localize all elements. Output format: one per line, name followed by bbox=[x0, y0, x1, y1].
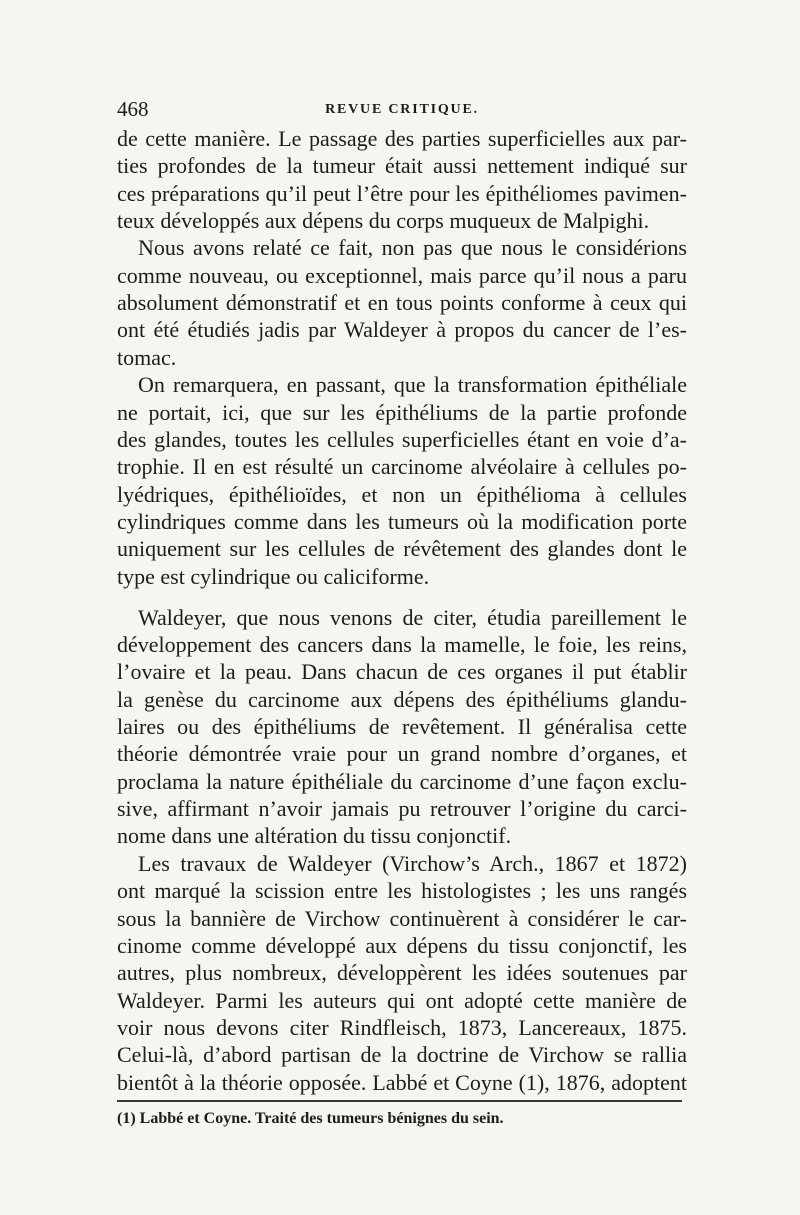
text-line: cinome comme développé aux dépens du tissu conjonctif, les bbox=[117, 932, 687, 958]
text-line: On remarquera, en passant, que la transformation épithéliale bbox=[138, 372, 687, 398]
text-line: comme nouveau, ou exceptionnel, mais parce qu’il nous a paru bbox=[117, 262, 687, 288]
text-line: cylindriques comme dans les tumeurs où la modification porte bbox=[117, 508, 687, 534]
text-line: tomac. bbox=[117, 344, 177, 370]
text-line: Les travaux de Waldeyer (Virchow’s Arch., 1867 et 1872) bbox=[138, 850, 687, 876]
text-line: Nous avons relaté ce fait, non pas que nous le considérions bbox=[138, 235, 687, 261]
footnote: (1) Labbé et Coyne. Traité des tumeurs bénignes du sein. bbox=[117, 1110, 504, 1127]
text-line: l’ovaire et la peau. Dans chacun de ces organes il put établir bbox=[117, 659, 687, 685]
text-line: voir nous devons citer Rindfleisch, 1873, Lancereaux, 1875. bbox=[117, 1014, 687, 1040]
text-line: la genèse du carcinome aux dépens des épithéliums glandu- bbox=[117, 686, 687, 712]
text-line: ont été étudiés jadis par Waldeyer à propos du cancer de l’es- bbox=[117, 317, 687, 343]
text-line: bientôt à la théorie opposée. Labbé et Coyne (1), 1876, adoptent bbox=[117, 1069, 687, 1095]
text-line: lyédriques, épithélioïdes, et non un épithélioma à cellules bbox=[117, 481, 687, 507]
text-line: nome dans une altération du tissu conjonctif. bbox=[117, 823, 512, 849]
text-line: sous la bannière de Virchow continuèrent à considérer le car- bbox=[117, 905, 687, 931]
text-line: sive, affirmant n’avoir jamais pu retrouver l’origine du carci- bbox=[117, 796, 687, 822]
text-line: ces préparations qu’il peut l’être pour les épithéliomes pavimen- bbox=[117, 180, 687, 206]
text-line: Celui-là, d’abord partisan de la doctrine de Virchow se rallia bbox=[117, 1042, 687, 1068]
footnote-rule bbox=[117, 1100, 682, 1102]
text-line: laires ou des épithéliums de revêtement. Il généralisa cette bbox=[117, 714, 687, 740]
text-line: type est cylindrique ou caliciforme. bbox=[117, 563, 430, 589]
text-line: autres, plus nombreux, développèrent les idées soutenues par bbox=[117, 960, 687, 986]
text-line: ont marqué la scission entre les histologistes ; les uns rangés bbox=[117, 878, 687, 904]
text-line: Waldeyer, que nous venons de citer, étudia pareillement le bbox=[138, 604, 687, 630]
text-line: absolument démonstratif et en tous points conforme à ceux qui bbox=[117, 290, 687, 316]
text-line: proclama la nature épithéliale du carcinome d’une façon exclu- bbox=[117, 768, 687, 794]
text-line: développement des cancers dans la mamelle, le foie, les reins, bbox=[117, 632, 687, 657]
text-line: teux développés aux dépens du corps muqueux de Malpighi. bbox=[117, 208, 650, 234]
text-line: des glandes, toutes les cellules superficielles étant en voie d’a- bbox=[117, 426, 687, 452]
text-line: de cette manière. Le passage des parties superficielles aux par- bbox=[117, 126, 687, 151]
page-header bbox=[117, 96, 687, 122]
text-line: trophie. Il en est résulté un carcinome alvéolaire à cellules po- bbox=[117, 454, 687, 480]
text-line: ties profondes de la tumeur était aussi nettement indiqué sur bbox=[117, 153, 687, 179]
text-line: Waldeyer. Parmi les auteurs qui ont adopté cette manière de bbox=[117, 987, 687, 1013]
page-number: 468 bbox=[117, 97, 149, 121]
text-line: ne portait, ici, que sur les épithéliums de la partie profonde bbox=[117, 399, 687, 425]
running-title: REVUE CRITIQUE. bbox=[325, 102, 479, 117]
text-line: uniquement sur les cellules de révêtement des glandes dont le bbox=[117, 536, 687, 562]
text-line: théorie démontrée vraie pour un grand nombre d’organes, et bbox=[117, 741, 687, 767]
